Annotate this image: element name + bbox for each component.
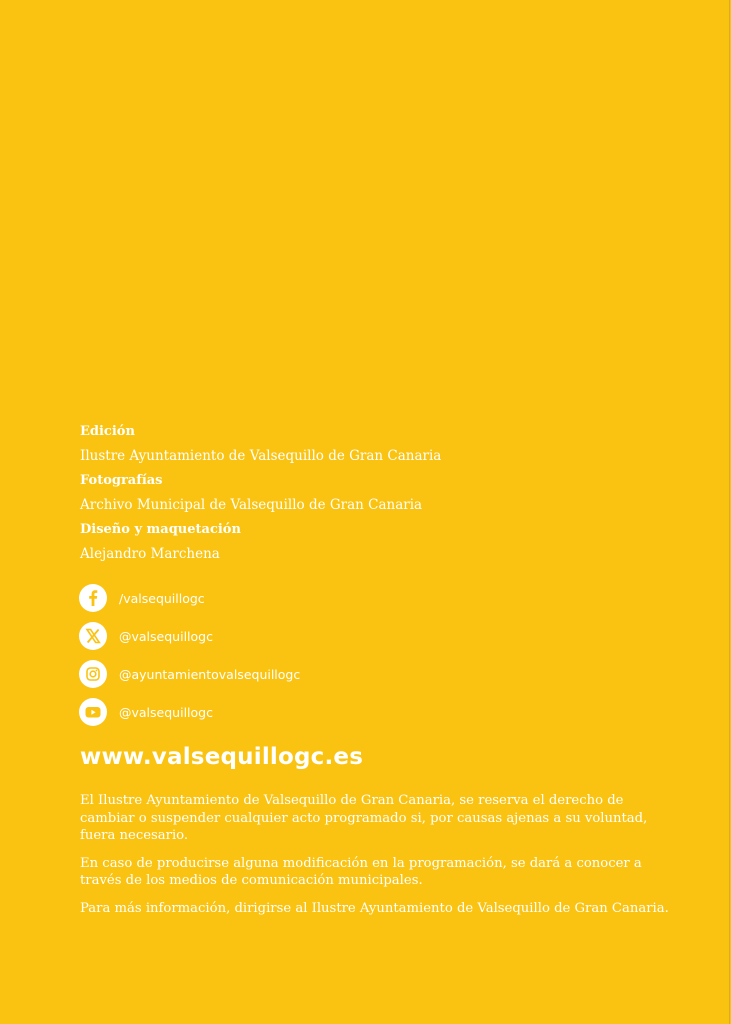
note-more-info: Para más información, dirigirse al Ilustre Ayuntamiento de Valsequillo de Gran Canaria. bbox=[80, 900, 669, 916]
social-link-x[interactable] bbox=[79, 622, 300, 650]
credit-heading-diseno: Diseño y maquetación bbox=[80, 522, 241, 537]
social-link-facebook[interactable] bbox=[79, 584, 300, 612]
note-reserve-right: El Ilustre Ayuntamiento de Valsequillo de Gran Canaria, se reserva el derecho de cambiar o suspender cualquier acto programado si, por causas ajenas a su voluntad, fuera necesario. bbox=[80, 793, 648, 843]
social-link-instagram[interactable] bbox=[79, 660, 300, 688]
disclaimer-notes bbox=[80, 792, 670, 927]
instagram-icon bbox=[79, 660, 107, 688]
x-handle: @valsequillogc bbox=[119, 628, 213, 644]
facebook-handle: /valsequillogc bbox=[119, 590, 205, 606]
social-links bbox=[79, 584, 300, 736]
credit-heading-fotografias: Fotografías bbox=[80, 473, 163, 488]
youtube-handle: @valsequillogc bbox=[119, 704, 213, 720]
youtube-icon bbox=[79, 698, 107, 726]
credit-value-edicion: Ilustre Ayuntamiento de Valsequillo de Gran Canaria bbox=[80, 448, 442, 464]
credit-heading-edicion: Edición bbox=[80, 424, 135, 439]
page-edge-line bbox=[729, 0, 730, 1024]
facebook-icon bbox=[79, 584, 107, 612]
x-icon bbox=[79, 622, 107, 650]
note-modifications: En caso de producirse alguna modificación en la programación, se dará a conocer a través de los medios de comunicación municipales. bbox=[80, 855, 642, 888]
credit-value-fotografias: Archivo Municipal de Valsequillo de Gran Canaria bbox=[80, 497, 423, 513]
credit-value-diseno: Alejandro Marchena bbox=[80, 546, 220, 562]
social-link-youtube[interactable] bbox=[79, 698, 300, 726]
instagram-handle: @ayuntamientovalsequillogc bbox=[119, 666, 301, 682]
website-link[interactable]: www.valsequillogc.es bbox=[80, 744, 364, 770]
credits-block bbox=[80, 422, 680, 569]
